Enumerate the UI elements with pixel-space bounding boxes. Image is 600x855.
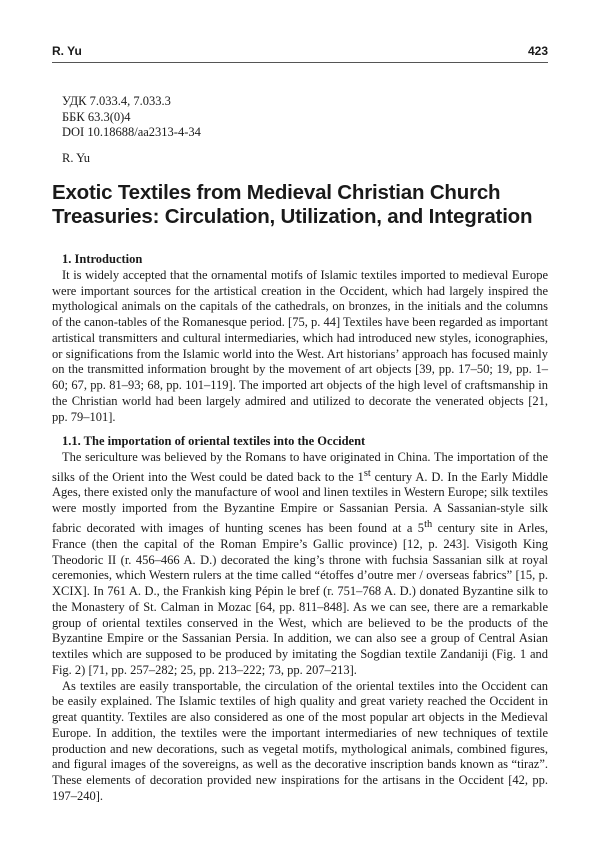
bbk-code: ББК 63.3(0)4 [62,109,131,124]
paragraph [52,450,548,679]
author-byline: R. Yu [62,151,91,165]
header-rule [52,62,548,63]
paragraph-text: century site in Arles, France (then the capital of the Roman Empire’s Gallic province) [12, p. 243]. Visigoth King Theodoric II (r. 456–466 A. D.) decorated the king’s throne with fuchsia Sassanian silk at royal ceremonies, which Western rulers at the time called “étoffes d’outre mer / overseas fabrics” [15, p. XCIX]. In 761 A. D., the Frankish king Pépin le bref (r. 751–768 A. D.) donated Byzantine silk to the Monastery of St. Calman in Mozac [64, pp. 811–848]. As we can see, there are a remarkable group of oriental textiles conserved in the West, which are believed to be the products of the Byzantine Empire or the Sassanian Persia. In addition, we can also see a group of Central Asian textiles which are supposed to be produced by imitating the Sogdian textile Zandaniji (Fig. 1 and Fig. 2) [71, pp. 257–282; 25, pp. 213–222; 73, pp. 207–213]. [52,521,548,677]
subsection-heading: 1.1. The importation of oriental textiles into the Occident [62,434,366,448]
article-title [52,181,552,228]
page-number: 423 [527,44,548,58]
ordinal-suffix: st [363,467,371,479]
udk-code: УДК 7.033.4, 7.033.3 [62,94,171,108]
classification-block [62,94,201,141]
section-heading: 1. Introduction [62,252,143,266]
section-introduction [52,252,548,425]
article-title-line-1: Exotic Textiles from Medieval Christian Church [52,181,501,204]
paragraph: As textiles are easily transportable, the circulation of the oriental textiles into the Occident can be easily explained. The Islamic textiles of high quality and great variety reached the Occident in great quantity. Textiles are also considered as one of the most popular art objects in the Medieval Europe. In addition, the textiles were the important intermediaries of new techniques of textile production and new decorations, such as vegetal motifs, mythological animals, combined figures, and figural images of the sovereigns, as well as the decorative inscription bands known as “tiraz”. These elements of decoration provided new inspirations for the artisans in the Occident [42, pp. 197–240]. [52,678,548,803]
doi: DOI 10.18688/aa2313-4-34 [62,125,201,139]
article-title-line-2: Treasuries: Circulation, Utilization, and Integration [52,204,533,228]
ordinal-suffix: th [424,518,433,530]
paragraph-text: The sericulture was believed by the Romans to have originated in China. The importation of the silks of the Orient into the West could be dated back to the 1 [52,449,548,484]
paragraph: It is widely accepted that the ornamental motifs of Islamic textiles imported to medieval Europe were important sources for the artistical creation in the Occident, which had largely inspired the mythological animals on the capitals of the cathedrals, on bronzes, in the initials and the columns of the canon-tables of the Romanesque period. [75, p. 44] Textiles have been regarded as important artistical transmitters and cultural intermediaries, which had introduced new styles, iconographies, or significations from the Islamic world into the West. Art historians’ approach has focused mainly on the transmitted information brought by the movement of art objects [39, pp. 17–50; 19, pp. 1–60; 67, pp. 81–93; 68, pp. 101–119]. The imported art objects of the high level of craftsmanship in the Christian world had been largely admired and utilized to decorate the venerated objects [21, pp. 79–101]. [52,267,548,424]
section-importation [52,434,548,805]
paragraph-text: century A. D. In the Early Middle Ages, there existed only the manufacture of wool and linen textiles in Western Europe; silk textiles were mostly imported from the Byzantine Empire or Sassanian Persia. A Sassanian-style silk fabric decorated with images of hunting scenes has been found at a 5 [52,469,548,536]
running-header [52,44,548,64]
running-header-author: R. Yu [52,44,82,58]
